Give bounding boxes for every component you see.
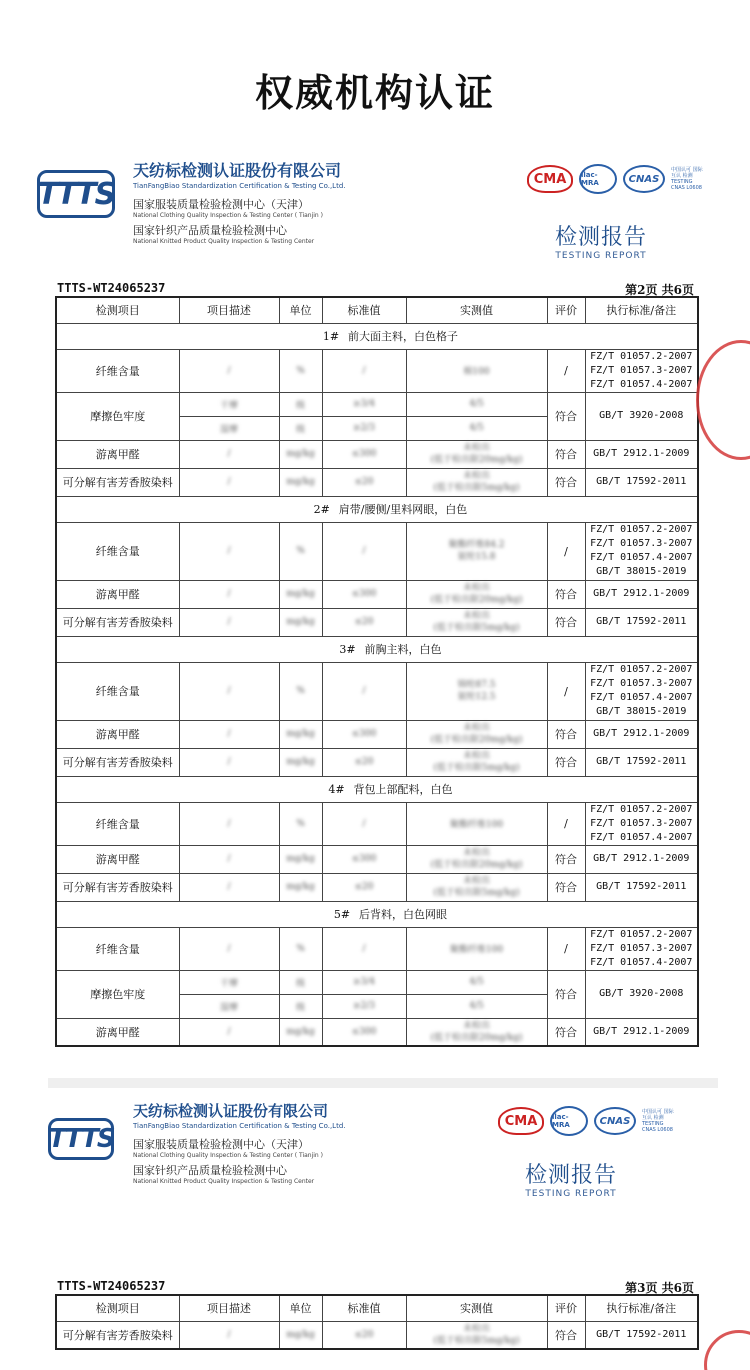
cnas-reg-text: 中国认可 国际互认 检测 TESTING CNAS L0608 — [671, 167, 703, 191]
item-desc: 干摩 — [179, 970, 279, 994]
results-table — [55, 1294, 699, 1350]
standard-ref: GB/T 17592-2011 — [585, 608, 698, 636]
center2-name-en: National Knitted Product Quality Inspection & Testing Center — [133, 1178, 315, 1185]
standard-ref: GB/T 3920-2008 — [585, 392, 698, 440]
test-item: 游离甲醛 — [56, 1018, 179, 1046]
report-number: TTTS-WT24065237 — [57, 1279, 166, 1293]
unit: % — [279, 927, 322, 970]
item-desc: / — [179, 1321, 279, 1349]
measured-value: 未检出 (低于检出限5mg/kg) — [406, 1321, 547, 1349]
unit: % — [279, 802, 322, 845]
standard-value: / — [322, 349, 406, 392]
sample-name: 前大面主料，白色格子 — [348, 330, 458, 343]
unit: % — [279, 522, 322, 580]
cma-mark-icon: CMA — [527, 165, 573, 193]
unit: mg/kg — [279, 580, 322, 608]
standard-ref: GB/T 17592-2011 — [585, 1321, 698, 1349]
test-item: 可分解有害芳香胺染料 — [56, 873, 179, 901]
test-item: 纤维含量 — [56, 349, 179, 392]
evaluation: / — [547, 927, 585, 970]
table-row — [56, 970, 698, 994]
measured-value: 聚酯纤维84.2 氨纶15.8 — [406, 522, 547, 580]
sample-name: 肩带/腰侧/里料网眼，白色 — [338, 503, 468, 516]
standard-value: ≤300 — [322, 845, 406, 873]
standard-value: / — [322, 522, 406, 580]
unit: 级 — [279, 970, 322, 994]
standard-value: ≤300 — [322, 580, 406, 608]
table-row — [56, 720, 698, 748]
standard-value: / — [322, 662, 406, 720]
standard-value: ≤20 — [322, 748, 406, 776]
col-header: 评价 — [547, 297, 585, 323]
col-header: 单位 — [279, 297, 322, 323]
evaluation: 符合 — [547, 468, 585, 496]
standard-ref: GB/T 2912.1-2009 — [585, 720, 698, 748]
sample-section — [56, 496, 698, 522]
measured-value: 聚酯纤维100 — [406, 802, 547, 845]
sample-section — [56, 776, 698, 802]
section-row — [56, 636, 698, 662]
evaluation: / — [547, 662, 585, 720]
standard-ref: FZ/T 01057.2-2007 FZ/T 01057.3-2007 FZ/T 01057.4-2007 — [585, 349, 698, 392]
company-name: 天纺标检测认证股份有限公司 — [133, 161, 342, 180]
unit: mg/kg — [279, 720, 322, 748]
test-item: 游离甲醛 — [56, 720, 179, 748]
table-row — [56, 580, 698, 608]
table-row — [56, 873, 698, 901]
measured-value: 未检出 (低于检出限5mg/kg) — [406, 748, 547, 776]
item-desc: / — [179, 873, 279, 901]
col-header: 实测值 — [406, 297, 547, 323]
item-desc: / — [179, 522, 279, 580]
standard-value: ≤20 — [322, 1321, 406, 1349]
item-desc: / — [179, 608, 279, 636]
evaluation: 符合 — [547, 580, 585, 608]
center2-name-en: National Knitted Product Quality Inspection & Testing Center — [133, 238, 315, 245]
unit: 级 — [279, 416, 322, 440]
accreditation-badges — [498, 1106, 678, 1136]
standard-ref: GB/T 17592-2011 — [585, 468, 698, 496]
item-desc: 湿摩 — [179, 416, 279, 440]
item-desc: / — [179, 1018, 279, 1046]
table-row — [56, 802, 698, 845]
table-row — [56, 522, 698, 580]
table-row — [56, 392, 698, 416]
section-row — [56, 901, 698, 927]
section-row — [56, 776, 698, 802]
company-block — [133, 158, 346, 245]
standard-ref: GB/T 2912.1-2009 — [585, 1018, 698, 1046]
report-title-en: TESTING REPORT — [525, 1189, 617, 1199]
measured-value: 4/5 — [406, 416, 547, 440]
evaluation: 符合 — [547, 970, 585, 1018]
standard-value: ≥2/3 — [322, 416, 406, 440]
measured-value: 聚酯纤维100 — [406, 927, 547, 970]
center1-name-en: National Clothing Quality Inspection & Testing Center ( Tianjin ) — [133, 1152, 323, 1159]
evaluation: 符合 — [547, 748, 585, 776]
standard-value: ≤300 — [322, 440, 406, 468]
test-item: 摩擦色牢度 — [56, 970, 179, 1018]
standard-value: ≥2/3 — [322, 994, 406, 1018]
evaluation: 符合 — [547, 720, 585, 748]
item-desc: / — [179, 468, 279, 496]
test-item: 游离甲醛 — [56, 845, 179, 873]
test-item: 游离甲醛 — [56, 440, 179, 468]
sample-number: 4# — [328, 783, 345, 796]
col-header: 实测值 — [406, 1295, 547, 1321]
page-number: 第3页 共6页 — [625, 1281, 694, 1295]
evaluation: 符合 — [547, 1321, 585, 1349]
item-desc: / — [179, 748, 279, 776]
item-desc: / — [179, 927, 279, 970]
standard-ref: GB/T 2912.1-2009 — [585, 580, 698, 608]
col-header: 评价 — [547, 1295, 585, 1321]
company-name-en: TianFangBiao Standardization Certification & Testing Co.,Ltd. — [133, 182, 346, 190]
evaluation: / — [547, 349, 585, 392]
sample-number: 2# — [313, 503, 330, 516]
measured-value: 未检出 (低于检出限5mg/kg) — [406, 873, 547, 901]
unit: mg/kg — [279, 608, 322, 636]
report-header-page2 — [0, 150, 750, 270]
standard-ref: GB/T 17592-2011 — [585, 748, 698, 776]
sample-section — [56, 636, 698, 662]
col-header: 单位 — [279, 1295, 322, 1321]
cnas-mark-icon: CNAS — [623, 165, 665, 193]
page-number: 第2页 共6页 — [625, 283, 694, 297]
evaluation: 符合 — [547, 873, 585, 901]
standard-ref: FZ/T 01057.2-2007 FZ/T 01057.3-2007 FZ/T 01057.4-2007 — [585, 802, 698, 845]
measured-value: 锦纶87.5 氨纶12.5 — [406, 662, 547, 720]
test-item: 可分解有害芳香胺染料 — [56, 608, 179, 636]
report-title-cn: 检测报告 — [555, 225, 648, 250]
table-row — [56, 927, 698, 970]
report-number: TTTS-WT24065237 — [57, 281, 166, 295]
measured-value: 未检出 (低于检出限20mg/kg) — [406, 440, 547, 468]
unit: % — [279, 349, 322, 392]
report-title — [525, 1158, 617, 1199]
measured-value: 棉100 — [406, 349, 547, 392]
standard-value: ≤20 — [322, 608, 406, 636]
section-row — [56, 496, 698, 522]
ilac-mra-mark-icon: ilac-MRA — [550, 1106, 588, 1136]
report-title-en: TESTING REPORT — [555, 251, 647, 261]
standard-ref: GB/T 2912.1-2009 — [585, 845, 698, 873]
col-header: 执行标准/备注 — [585, 1295, 698, 1321]
unit: mg/kg — [279, 468, 322, 496]
red-seal-stamp — [696, 340, 750, 460]
ttts-logo: TTTS — [37, 170, 115, 218]
col-header: 项目描述 — [179, 297, 279, 323]
table-header-row — [56, 297, 698, 323]
results-table — [55, 296, 699, 1047]
table-row — [56, 349, 698, 392]
report-header-page3 — [0, 1088, 750, 1208]
col-header: 执行标准/备注 — [585, 297, 698, 323]
company-name-en: TianFangBiao Standardization Certification & Testing Co.,Ltd. — [133, 1122, 346, 1130]
evaluation: 符合 — [547, 845, 585, 873]
report-title-cn: 检测报告 — [525, 1163, 618, 1188]
table-header-row — [56, 1295, 698, 1321]
col-header: 标准值 — [322, 297, 406, 323]
standard-ref: FZ/T 01057.2-2007 FZ/T 01057.3-2007 FZ/T 01057.4-2007 GB/T 38015-2019 — [585, 522, 698, 580]
test-item: 摩擦色牢度 — [56, 392, 179, 440]
test-item: 纤维含量 — [56, 522, 179, 580]
standard-value: / — [322, 802, 406, 845]
section-row — [56, 323, 698, 349]
sample-name: 背包上部配料，白色 — [353, 783, 453, 796]
col-header: 标准值 — [322, 1295, 406, 1321]
sample-number: 5# — [333, 908, 351, 921]
report-title — [555, 220, 647, 261]
center1-name: 国家服装质量检验检测中心（天津） — [133, 198, 309, 211]
measured-value: 4/5 — [406, 392, 547, 416]
standard-value: ≤300 — [322, 720, 406, 748]
red-seal-stamp — [704, 1330, 750, 1370]
measured-value: 未检出 (低于检出限20mg/kg) — [406, 845, 547, 873]
measured-value: 未检出 (低于检出限5mg/kg) — [406, 468, 547, 496]
table-row — [56, 608, 698, 636]
accreditation-badges — [527, 164, 707, 194]
cnas-reg-text: 中国认可 国际互认 检测 TESTING CNAS L0608 — [642, 1109, 674, 1133]
test-item: 游离甲醛 — [56, 580, 179, 608]
cnas-mark-icon: CNAS — [594, 1107, 636, 1135]
company-name: 天纺标检测认证股份有限公司 — [133, 1102, 329, 1120]
standard-value: ≥3/4 — [322, 970, 406, 994]
evaluation: 符合 — [547, 1018, 585, 1046]
center2-name: 国家针织产品质量检验检测中心 — [133, 224, 287, 237]
cma-mark-icon: CMA — [498, 1107, 544, 1135]
evaluation: / — [547, 522, 585, 580]
evaluation: / — [547, 802, 585, 845]
standard-value: / — [322, 927, 406, 970]
measured-value: 未检出 (低于检出限20mg/kg) — [406, 580, 547, 608]
sample-name: 后背料，白色网眼 — [359, 908, 447, 921]
item-desc: 干摩 — [179, 392, 279, 416]
sample-name: 前胸主料，白色 — [364, 643, 442, 656]
table-row — [56, 1018, 698, 1046]
unit: mg/kg — [279, 1321, 322, 1349]
unit: mg/kg — [279, 748, 322, 776]
standard-value: ≤20 — [322, 873, 406, 901]
center2-name: 国家针织产品质量检验检测中心 — [133, 1164, 287, 1177]
test-item: 纤维含量 — [56, 802, 179, 845]
center1-name: 国家服装质量检验检测中心（天津） — [133, 1138, 309, 1151]
unit: 级 — [279, 392, 322, 416]
item-desc: 湿摩 — [179, 994, 279, 1018]
item-desc: / — [179, 802, 279, 845]
item-desc: / — [179, 440, 279, 468]
ttts-logo: TTTS — [48, 1118, 114, 1160]
table-row — [56, 662, 698, 720]
standard-ref: FZ/T 01057.2-2007 FZ/T 01057.3-2007 FZ/T 01057.4-2007 — [585, 927, 698, 970]
col-header: 检测项目 — [56, 297, 179, 323]
measured-value: 未检出 (低于检出限5mg/kg) — [406, 608, 547, 636]
standard-ref: FZ/T 01057.2-2007 FZ/T 01057.3-2007 FZ/T 01057.4-2007 GB/T 38015-2019 — [585, 662, 698, 720]
item-desc: / — [179, 845, 279, 873]
standard-ref: GB/T 3920-2008 — [585, 970, 698, 1018]
measured-value: 未检出 (低于检出限20mg/kg) — [406, 1018, 547, 1046]
item-desc: / — [179, 349, 279, 392]
standard-value: ≥3/4 — [322, 392, 406, 416]
sample-section — [56, 323, 698, 349]
sample-section — [56, 901, 698, 927]
unit: mg/kg — [279, 845, 322, 873]
unit: mg/kg — [279, 1018, 322, 1046]
table-row — [56, 1321, 698, 1349]
test-item: 可分解有害芳香胺染料 — [56, 468, 179, 496]
table-row — [56, 748, 698, 776]
standard-ref: GB/T 2912.1-2009 — [585, 440, 698, 468]
ilac-mra-mark-icon: ilac-MRA — [579, 164, 617, 194]
test-item: 纤维含量 — [56, 927, 179, 970]
item-desc: / — [179, 720, 279, 748]
test-item: 纤维含量 — [56, 662, 179, 720]
test-item: 可分解有害芳香胺染料 — [56, 1321, 179, 1349]
center1-name-en: National Clothing Quality Inspection & Testing Center ( Tianjin ) — [133, 212, 323, 219]
test-item: 可分解有害芳香胺染料 — [56, 748, 179, 776]
table-row — [56, 845, 698, 873]
evaluation: 符合 — [547, 440, 585, 468]
measured-value: 未检出 (低于检出限20mg/kg) — [406, 720, 547, 748]
company-block — [133, 1100, 346, 1185]
unit: mg/kg — [279, 440, 322, 468]
standard-value: ≤20 — [322, 468, 406, 496]
measured-value: 4/5 — [406, 970, 547, 994]
evaluation: 符合 — [547, 608, 585, 636]
evaluation: 符合 — [547, 392, 585, 440]
standard-ref: GB/T 17592-2011 — [585, 873, 698, 901]
table-row — [56, 468, 698, 496]
unit: % — [279, 662, 322, 720]
unit: 级 — [279, 994, 322, 1018]
page-title: 权威机构认证 — [254, 71, 495, 115]
standard-value: ≤300 — [322, 1018, 406, 1046]
item-desc: / — [179, 662, 279, 720]
sample-number: 1# — [322, 330, 340, 343]
measured-value: 4/5 — [406, 994, 547, 1018]
col-header: 检测项目 — [56, 1295, 179, 1321]
col-header: 项目描述 — [179, 1295, 279, 1321]
item-desc: / — [179, 580, 279, 608]
unit: mg/kg — [279, 873, 322, 901]
sample-number: 3# — [339, 643, 356, 656]
table-row — [56, 440, 698, 468]
